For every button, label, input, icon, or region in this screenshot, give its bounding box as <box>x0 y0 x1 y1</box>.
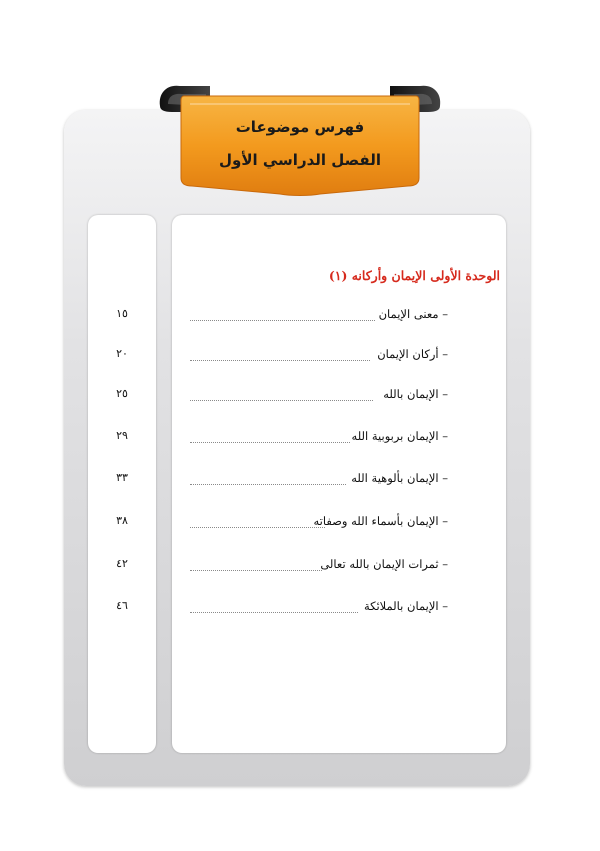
page-number: ٣٣ <box>116 471 128 484</box>
page-number: ٢٠ <box>116 347 128 360</box>
unit-title: الوحدة الأولى الإيمان وأركانه (١) <box>328 268 500 283</box>
entry-label: – الإيمان بالله <box>383 387 448 401</box>
dot-leader <box>190 612 358 613</box>
dot-leader <box>190 320 375 321</box>
page-number: ٤٢ <box>116 557 128 570</box>
entry-label: – الإيمان بأسماء الله وصفاته <box>313 514 448 528</box>
entry-label: – أركان الإيمان <box>377 347 448 361</box>
entry-label: – ثمرات الإيمان بالله تعالى <box>320 557 448 571</box>
dot-leader <box>190 400 373 401</box>
page-number: ٣٨ <box>116 514 128 527</box>
index-title: فهرس موضوعات <box>235 118 365 136</box>
page-number: ٢٩ <box>116 429 128 442</box>
entry-label: – الإيمان بربوبية الله <box>351 429 448 443</box>
toc-row[interactable] <box>0 307 600 327</box>
toc-row[interactable] <box>0 471 600 491</box>
dot-leader <box>190 527 325 528</box>
dot-leader <box>190 484 346 485</box>
dot-leader <box>190 360 370 361</box>
page-number: ١٥ <box>116 307 128 320</box>
page-number: ٢٥ <box>116 387 128 400</box>
toc-row[interactable] <box>0 429 600 449</box>
entry-label: – الإيمان بألوهية الله <box>351 471 448 485</box>
page-number: ٤٦ <box>116 599 128 612</box>
dot-leader <box>190 570 322 571</box>
toc-row[interactable] <box>0 514 600 534</box>
title-banner <box>0 0 600 220</box>
toc-row[interactable] <box>0 347 600 367</box>
toc-row[interactable] <box>0 557 600 577</box>
dot-leader <box>190 442 350 443</box>
toc-row[interactable] <box>0 387 600 407</box>
entry-label: – الإيمان بالملائكة <box>363 599 448 613</box>
semester-subtitle: الفصل الدراسي الأول <box>219 151 381 169</box>
entry-label: – معنى الإيمان <box>378 307 448 321</box>
toc-row[interactable] <box>0 599 600 619</box>
